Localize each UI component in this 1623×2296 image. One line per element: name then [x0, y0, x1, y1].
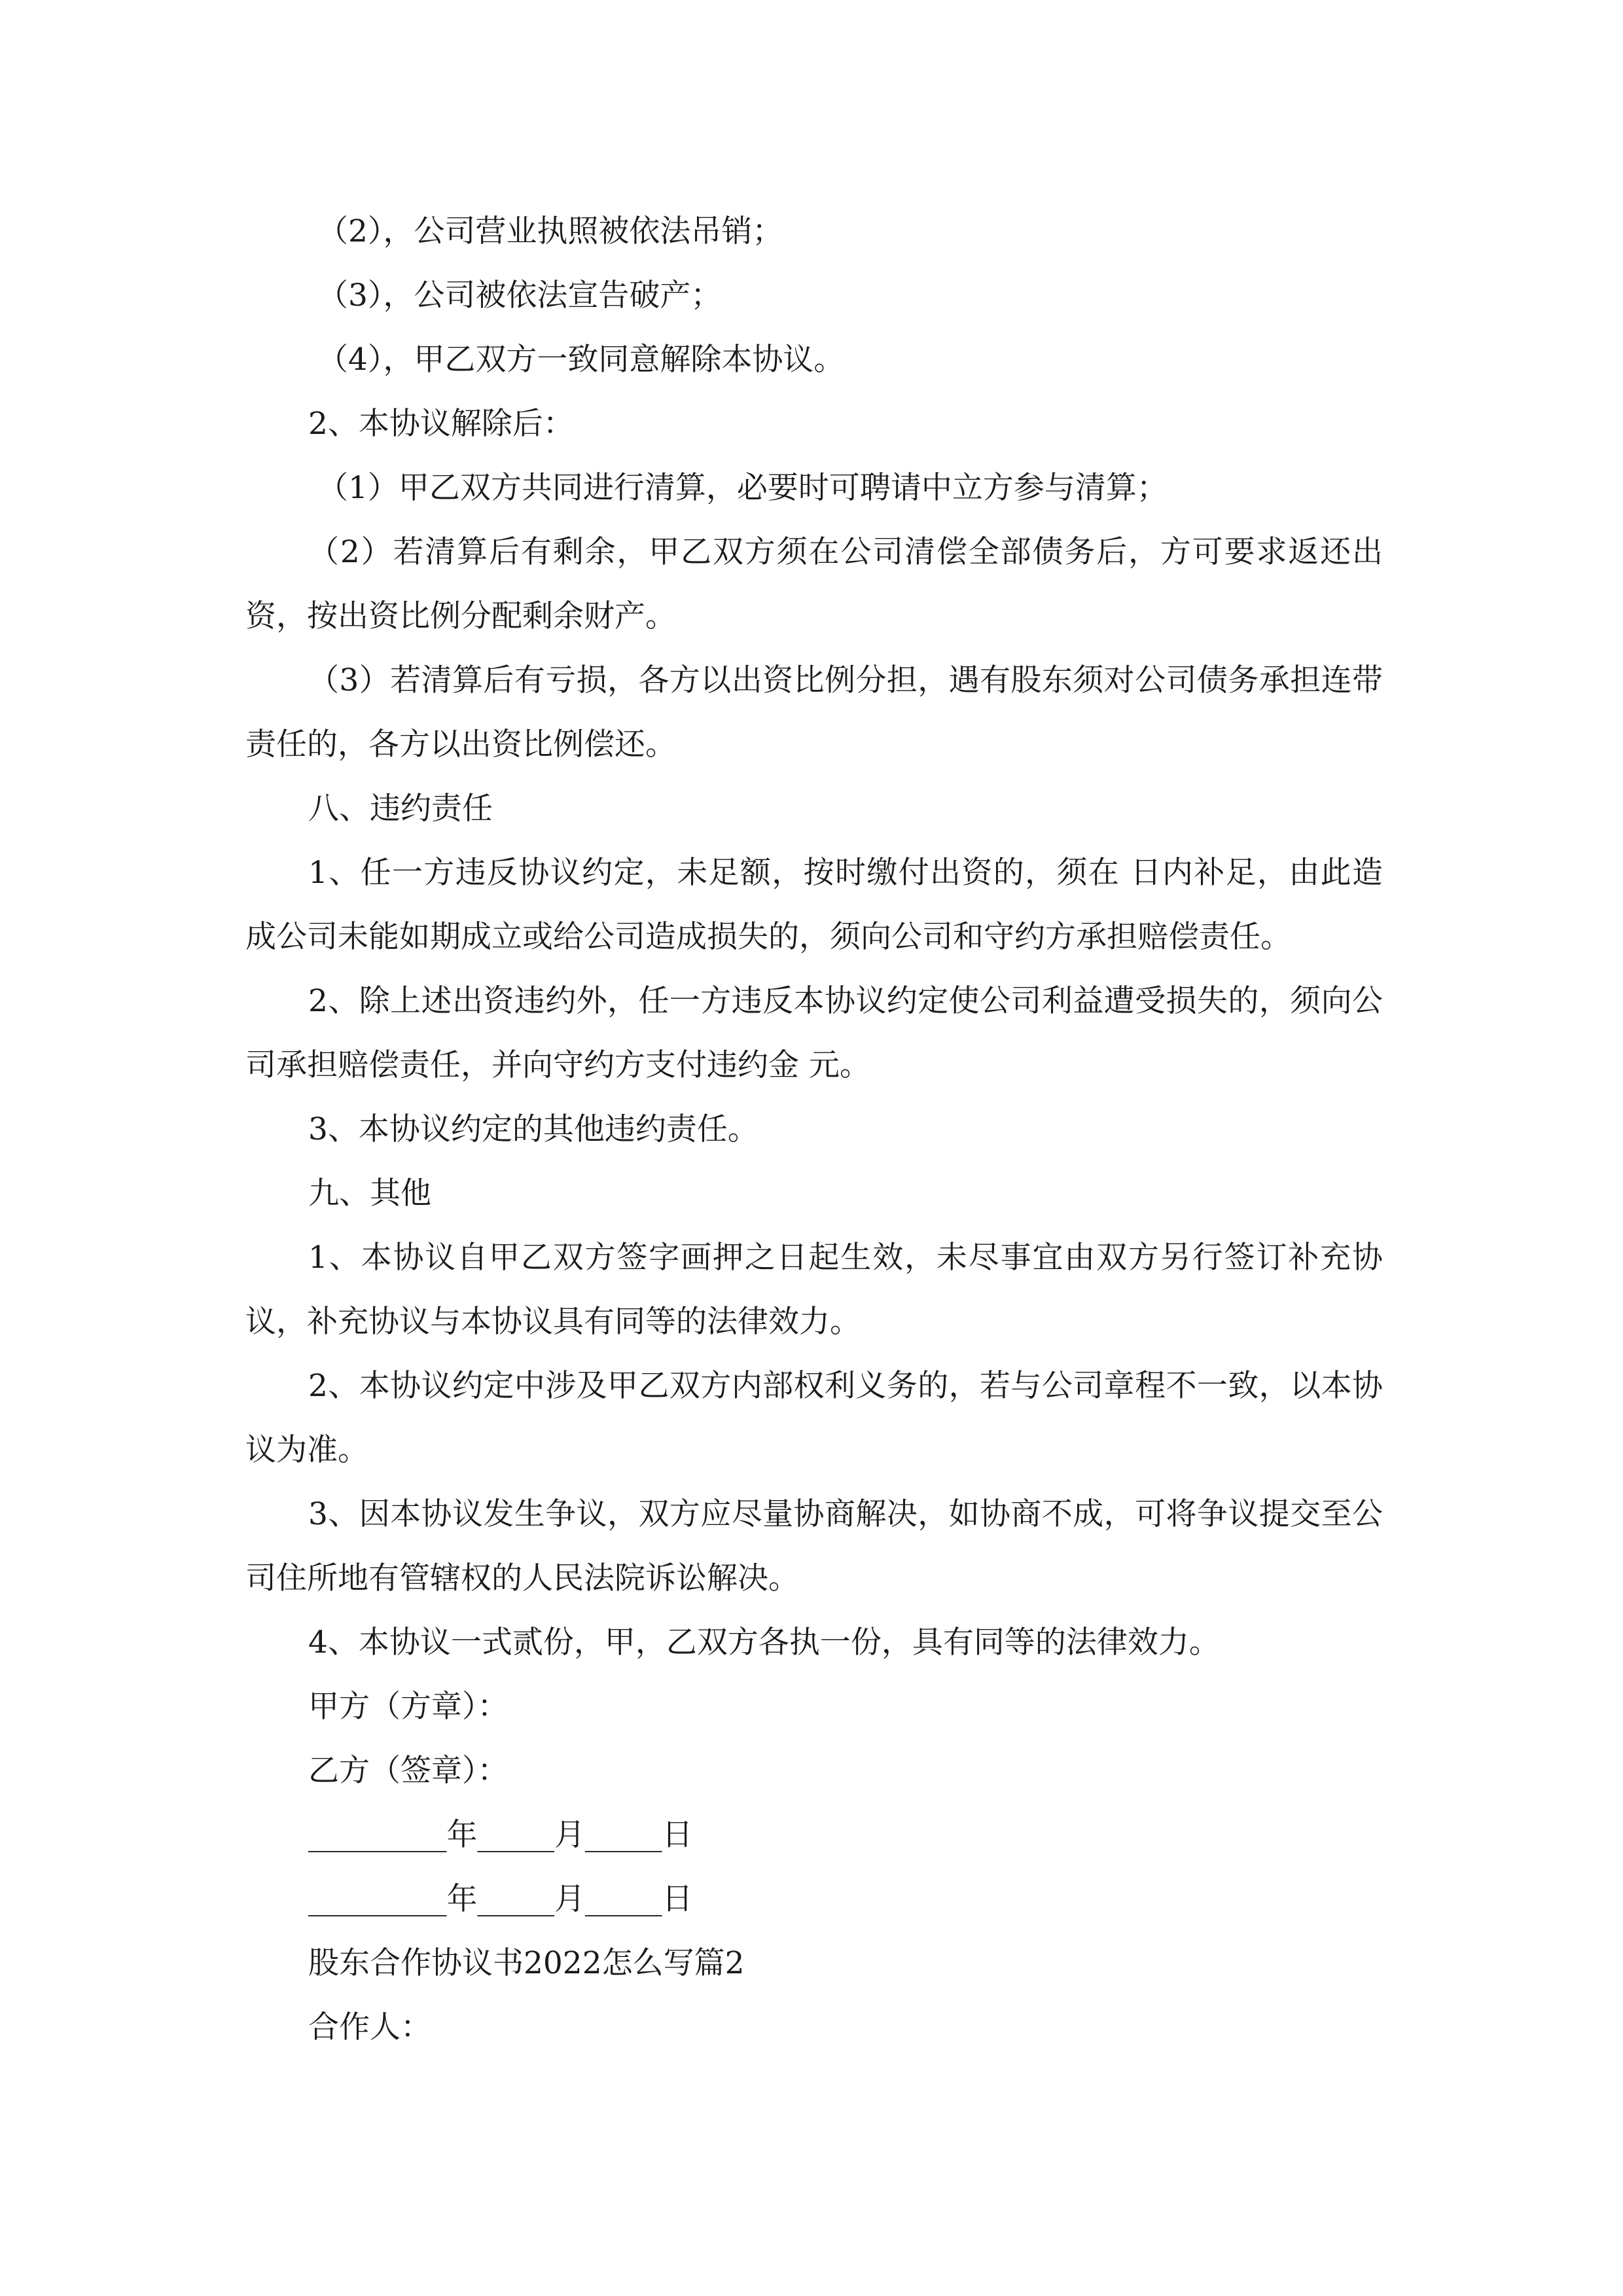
paragraph: 2、本协议约定中涉及甲乙双方内部权利义务的，若与公司章程不一致，以本协议为准。 — [245, 1368, 1383, 1468]
clause-heading: 2、本协议解除后： — [308, 406, 574, 442]
paragraph: 1、任一方违反协议约定，未足额，按时缴付出资的，须在 日内补足，由此造成公司未能如期成立或给公司造成损失的，须向公司和守约方承担赔偿责任。 — [245, 855, 1383, 955]
party-a-seal-line: 甲方（方章）： — [308, 1689, 508, 1725]
paragraph: 1、本协议自甲乙双方签字画押之日起生效，未尽事宜由双方另行签订补充协议，补充协议与本协议具有同等的法律效力。 — [245, 1240, 1383, 1340]
paragraph: 2、除上述出资违约外，任一方违反本协议约定使公司利益遭受损失的，须向公司承担赔偿责任，并向守约方支付违约金 元。 — [245, 983, 1383, 1083]
partner-label: 合作人： — [308, 2009, 431, 2045]
date-line: _________年_____月_____日 — [308, 1817, 693, 1853]
section-heading: 八、违约责任 — [308, 791, 493, 827]
document-title: 股东合作协议书2022怎么写篇2 — [308, 1945, 745, 1981]
paragraph: （3）若清算后有亏损，各方以出资比例分担，遇有股东须对公司债务承担连带责任的，各方以出资比例偿还。 — [245, 662, 1383, 762]
list-item: （1）甲乙双方共同进行清算，必要时可聘请中立方参与清算； — [317, 470, 1168, 506]
paragraph: （2）若清算后有剩余，甲乙双方须在公司清偿全部债务后，方可要求返还出资，按出资比例分配剩余财产。 — [245, 534, 1383, 634]
clause-line: 4、本协议一式贰份，甲，乙双方各执一份，具有同等的法律效力。 — [308, 1624, 1220, 1660]
list-item: （3），公司被依法宣告破产； — [317, 278, 722, 314]
clause-line: 3、本协议约定的其他违约责任。 — [308, 1111, 758, 1147]
date-line: _________年_____月_____日 — [308, 1881, 693, 1917]
paragraph: 3、因本协议发生争议，双方应尽量协商解决，如协商不成，可将争议提交至公司住所地有管辖权的人民法院诉讼解决。 — [245, 1496, 1383, 1596]
party-b-seal-line: 乙方（签章）： — [308, 1753, 508, 1789]
list-item: （4），甲乙双方一致同意解除本协议。 — [317, 342, 845, 378]
list-item: （2），公司营业执照被依法吊销； — [317, 213, 783, 249]
section-heading: 九、其他 — [308, 1175, 431, 1211]
document-body — [245, 200, 1383, 2060]
